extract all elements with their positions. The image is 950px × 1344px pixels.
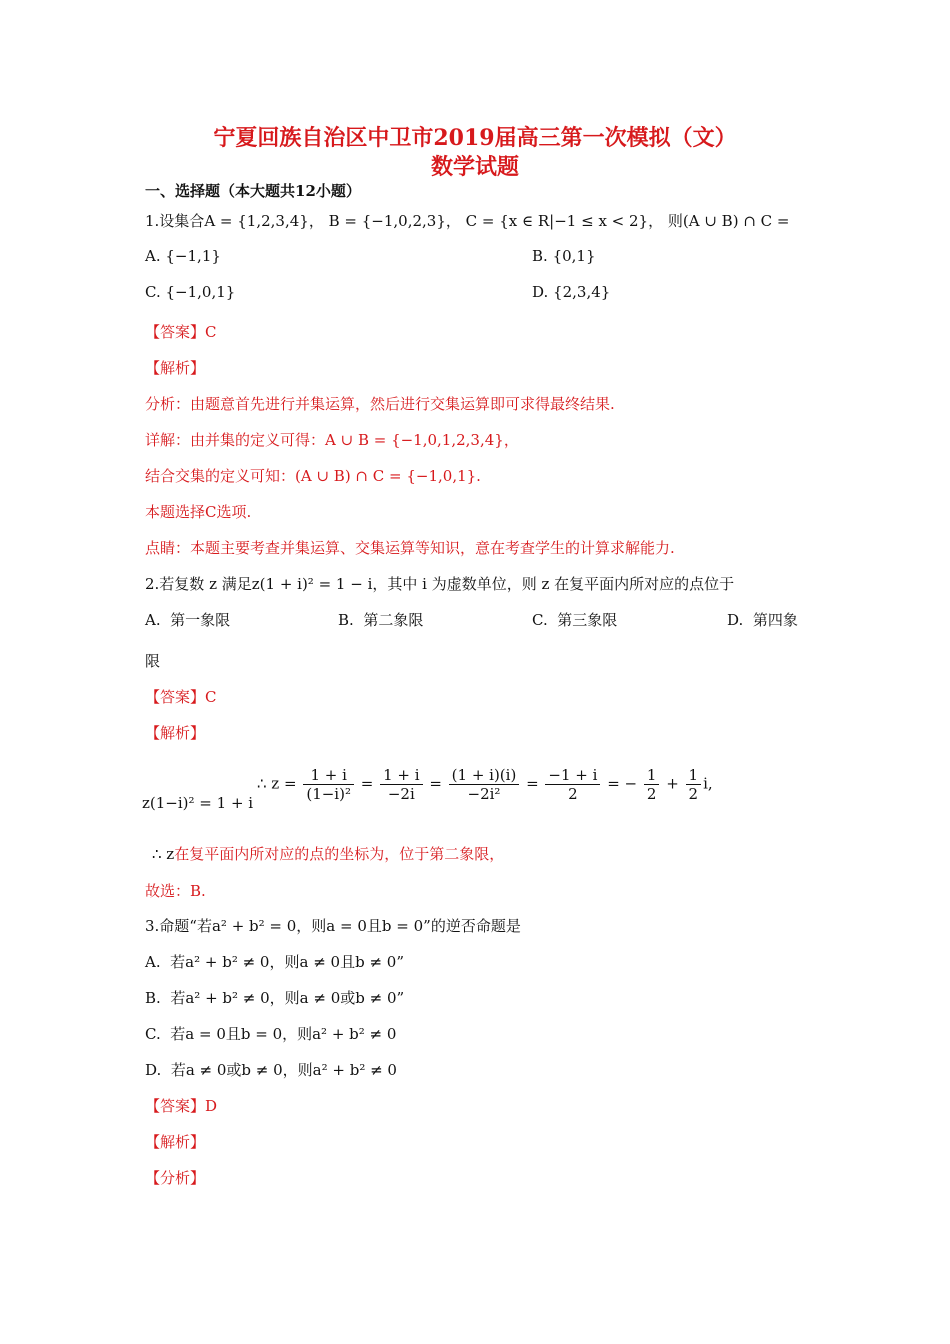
fraction-numerator: 1 + i xyxy=(303,766,354,785)
q1-option-c xyxy=(145,283,235,301)
q2-option-a xyxy=(145,609,230,630)
fraction-numerator: 1 xyxy=(644,766,660,785)
q2-choice: 故选：B. xyxy=(145,882,206,900)
q2-option-wrap: 限 xyxy=(145,652,161,670)
q2-conclusion xyxy=(152,843,504,864)
q3-analysis-heading: 【解析】 xyxy=(145,1133,206,1151)
q2-answer: 【答案】C xyxy=(145,688,217,706)
q1-option-b xyxy=(532,247,596,265)
q1-option-a xyxy=(145,247,221,265)
option-label: A. xyxy=(145,611,161,629)
q3-option-c xyxy=(145,1023,396,1044)
fraction-3 xyxy=(449,766,520,803)
fraction-numerator: 1 xyxy=(686,766,702,785)
fraction-5 xyxy=(644,766,660,803)
option-label: C. xyxy=(145,283,161,301)
q1-analysis-line-4: 本题选择C选项. xyxy=(145,503,252,521)
title-line-1: 宁夏回族自治区中卫市2019届高三第一次模拟（文） xyxy=(213,125,737,151)
q2-analysis-heading: 【解析】 xyxy=(145,724,206,742)
fraction-numerator: −1 + i xyxy=(545,766,600,785)
fraction-denominator: −2i² xyxy=(467,785,501,803)
option-text: 若a² + b² ≠ 0，则a ≠ 0且b ≠ 0” xyxy=(170,953,404,971)
option-text: {2,3,4} xyxy=(553,283,611,301)
q1-analysis-heading: 【解析】 xyxy=(145,359,206,377)
q1-set-a: A = {1,2,3,4} xyxy=(204,212,309,230)
q1-answer: 【答案】C xyxy=(145,323,217,341)
fraction-2 xyxy=(380,766,422,803)
q2-equation-chain: ∴ z = $\frac{1 + i}{\text{(1−i)²}}$ = $\frac{1 + i}{-2i}$ = $\frac{(1 + i)(i)}{\text{−2i²}}$ = $\frac{-1 + i}{2}$ = − $\frac{1}{2}$ + $\frac{1}{2}$ i, xyxy=(257,766,713,803)
section-heading: 一、选择题（本大题共12小题） xyxy=(145,182,361,200)
q2-option-d xyxy=(727,609,798,630)
therefore-z-prefix: ∴ z xyxy=(152,845,175,863)
q1-stem-prefix: 1.设集合 xyxy=(145,212,205,230)
q1-analysis-line-5: 点睛：本题主要考查并集运算、交集运算等知识，意在考查学生的计算求解能力. xyxy=(145,539,675,557)
option-text: 若a = 0且b = 0，则a² + b² ≠ 0 xyxy=(170,1025,397,1043)
q2-option-c xyxy=(532,609,617,630)
therefore-z: ∴ z = xyxy=(257,774,297,793)
q1-set-b: B = {−1,0,2,3} xyxy=(328,212,446,230)
fraction-denominator: −2i xyxy=(387,785,415,803)
option-label: D. xyxy=(145,1061,162,1079)
q3-option-d xyxy=(145,1059,397,1080)
fraction-denominator: 2 xyxy=(688,785,699,803)
q3-option-a xyxy=(145,951,404,972)
option-text: 第一象限 xyxy=(170,611,231,629)
q2-option-b xyxy=(338,609,423,630)
fraction-numerator: 1 + i xyxy=(380,766,422,785)
q2-conclusion-text: 在复平面内所对应的点的坐标为，位于第二象限， xyxy=(174,845,505,863)
q1-analysis-line-2: 详解：由并集的定义可得：A ∪ B = {−1,0,1,2,3,4}， xyxy=(145,431,519,449)
q3-answer: 【答案】D xyxy=(145,1097,218,1115)
option-text: {−1,0,1} xyxy=(165,283,236,301)
option-text: {0,1} xyxy=(552,247,596,265)
fraction-denominator: (1−i)² xyxy=(306,785,351,803)
option-label: A. xyxy=(145,953,161,971)
q3-option-b xyxy=(145,987,404,1008)
option-label: B. xyxy=(532,247,548,265)
option-label: D. xyxy=(727,611,744,629)
q1-stem-suffix: 则(A ∪ B) ∩ C = xyxy=(667,212,790,230)
fraction-denominator: 2 xyxy=(646,785,657,803)
q1-option-d xyxy=(532,283,610,301)
title-line-2: 数学试题 xyxy=(430,154,519,180)
q1-analysis-line-3: 结合交集的定义可知：(A ∪ B) ∩ C = {−1,0,1}. xyxy=(145,467,481,485)
option-label: C. xyxy=(145,1025,161,1043)
option-label: C. xyxy=(532,611,548,629)
fraction-denominator: 2 xyxy=(568,785,578,803)
q2-stem: 2.若复数 z 满足z(1 + i)² = 1 − i，其中 i 为虚数单位，则 z 在复平面内所对应的点位于 xyxy=(145,575,735,593)
q1-stem: 1.设集合A = {1,2,3,4}， B = {−1,0,2,3}， C = {x ∈ R|−1 ≤ x < 2}， 则(A ∪ B) ∩ C = xyxy=(145,212,790,230)
option-text: 第四象 xyxy=(752,611,798,629)
option-text: 第二象限 xyxy=(363,611,424,629)
q3-sub-heading: 【分析】 xyxy=(145,1169,206,1187)
option-label: A. xyxy=(145,247,161,265)
fraction-6 xyxy=(686,766,702,803)
option-label: B. xyxy=(145,989,161,1007)
option-text: 第三象限 xyxy=(557,611,618,629)
q2-equation-left: z(1−i)² = 1 + i xyxy=(142,794,254,812)
fraction-1 xyxy=(303,766,354,803)
q3-stem: 3.命题“若a² + b² = 0，则a = 0且b = 0”的逆否命题是 xyxy=(145,917,521,935)
q1-set-c: C = {x ∈ R|−1 ≤ x < 2} xyxy=(465,212,649,230)
fraction-4 xyxy=(545,766,600,803)
option-text: {−1,1} xyxy=(165,247,221,265)
fraction-numerator: (1 + i)(i) xyxy=(449,766,520,785)
option-text: 若a² + b² ≠ 0，则a ≠ 0或b ≠ 0” xyxy=(170,989,405,1007)
option-label: B. xyxy=(338,611,354,629)
q1-analysis-line-1: 分析：由题意首先进行并集运算，然后进行交集运算即可求得最终结果. xyxy=(145,395,615,413)
option-label: D. xyxy=(532,283,549,301)
option-text: 若a ≠ 0或b ≠ 0，则a² + b² ≠ 0 xyxy=(170,1061,397,1079)
